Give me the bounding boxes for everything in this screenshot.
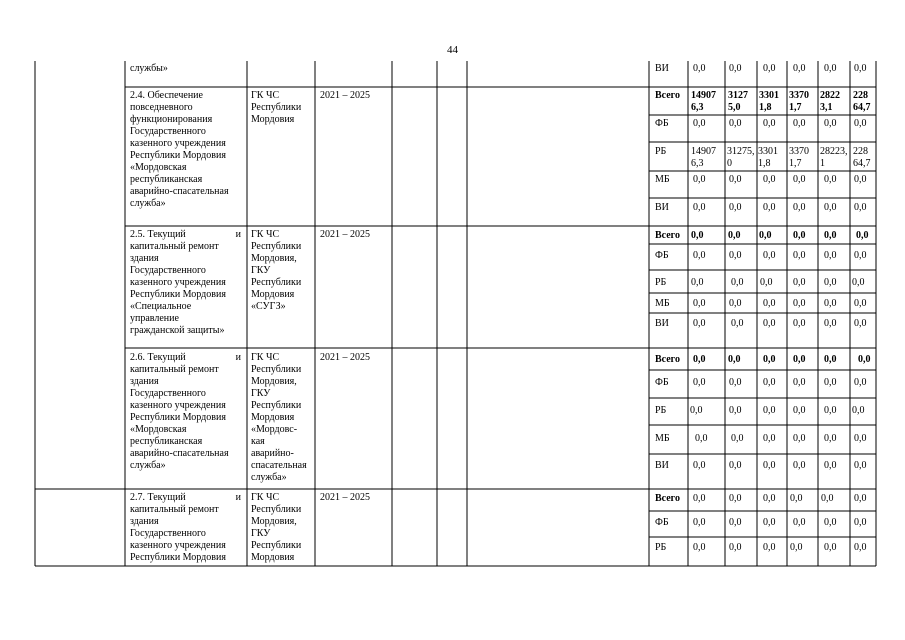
table-cell-text: 0,0 [763, 174, 776, 185]
desc-line: службы» [130, 63, 168, 74]
table-cell-text: 0,0 [858, 354, 871, 365]
table-cell-text: 0,0 [793, 250, 806, 261]
table-cell-text: 0,0 [793, 174, 806, 185]
table-cell-text: 0,0 [793, 377, 806, 388]
table-cell-text: 0,0 [693, 318, 706, 329]
table-cell-text: «Мордовская [130, 424, 187, 435]
row-2-source-total: Всего [655, 230, 680, 241]
row-2-description: 2.5. Текущий и капитальный ремонт здания Государственного казенного учреждения Республики Мордовия «Специальное управление гражданской защиты» [130, 229, 241, 336]
table-cell-text: 0,0 [824, 460, 837, 471]
table-cell-text: 0,0 [729, 493, 742, 504]
table-cell-text: 0,0 [693, 298, 706, 309]
table-cell-text: казенного учреждения [130, 138, 226, 149]
table-cell-text: казенного учреждения [130, 400, 226, 411]
table-cell-text: повседневного [130, 102, 193, 113]
table-cell-text: 0,0 [729, 460, 742, 471]
table-cell-text: 0,0 [854, 318, 867, 329]
table-cell-text: 0,0 [854, 460, 867, 471]
table-cell-text: 0,0 [824, 405, 837, 416]
table-cell-text: 0,0 [793, 318, 806, 329]
table-cell-text: 0,0 [695, 433, 708, 444]
table-cell-text: ГК ЧС [251, 90, 280, 101]
table-cell-text: 0,0 [854, 250, 867, 261]
table-cell-text: 0,0 [728, 230, 741, 241]
row-0-source-0: ВИ [655, 63, 669, 74]
table-cell-text: 0,0 [728, 354, 741, 365]
table-cell-text: 3127 5,0 [728, 90, 748, 113]
table-cell-text: Мордовия, [251, 376, 297, 387]
row-4-description: 2.7. Текущий и капитальный ремонт здания Государственного казенного учреждения Республики Мордовия [130, 492, 241, 563]
table-cell-text: 0,0 [729, 202, 742, 213]
table-cell-text: 0,0 [763, 433, 776, 444]
table-cell-text: 0,0 [854, 174, 867, 185]
table-cell-text: 0,0 [824, 318, 837, 329]
row-2-period: 2021 – 2025 [320, 229, 370, 240]
table-cell-text: Республики Мордовия [130, 552, 226, 563]
table-cell-text: служба» [130, 198, 166, 209]
table-cell-text: 0,0 [793, 517, 806, 528]
table-cell-text: Государственного [130, 126, 206, 137]
row-2-source-mb: МБ [655, 298, 670, 309]
table-cell-text: 0,0 [729, 174, 742, 185]
table-cell-text: 0,0 [824, 250, 837, 261]
table-cell-text: «СУГЗ» [251, 301, 286, 312]
table-cell-text: 228 64,7 [853, 146, 871, 169]
table-cell-text: 0,0 [793, 277, 806, 288]
table-cell-text: 0,0 [763, 460, 776, 471]
table-cell-text: 0,0 [854, 493, 867, 504]
row-3-source-mb: МБ [655, 433, 670, 444]
table-cell-text: служба» [130, 460, 166, 471]
table-cell-text: 2.4. Обеспечение [130, 90, 203, 101]
table-cell-text: аварийно-спасательная [130, 448, 229, 459]
table-cell-text: здания [130, 376, 159, 387]
table-cell-text: 0,0 [693, 493, 706, 504]
row-2-source-fb: ФБ [655, 250, 669, 261]
table-cell-text: 0,0 [691, 230, 704, 241]
table-cell-text: казенного учреждения [130, 540, 226, 551]
table-cell-text: 0,0 [763, 517, 776, 528]
table-cell-text: 0,0 [693, 377, 706, 388]
table-cell-text: Республики [251, 277, 302, 288]
table-cell-text: капитальный ремонт [130, 504, 219, 515]
table-cell-text: Мордовия, [251, 253, 297, 264]
table-cell-text: ГК ЧС [251, 229, 280, 240]
table-cell-text: 3301 1,8 [759, 90, 779, 113]
table-cell-text: 0,0 [693, 174, 706, 185]
table-cell-text: 0,0 [824, 298, 837, 309]
table-cell-text: ГКУ [251, 388, 271, 399]
row-2-executor [251, 229, 313, 313]
table-cell-text: Республики [251, 241, 302, 252]
row-2-source-vi: ВИ [655, 318, 669, 329]
table-cell-text: 0,0 [729, 63, 742, 74]
table-cell-text: «Мордовс- [251, 424, 298, 435]
row-3-source-fb: ФБ [655, 377, 669, 388]
row-1-source-rb: РБ [655, 146, 667, 157]
table-cell-text: 0,0 [763, 377, 776, 388]
table-cell-text: 0,0 [759, 230, 772, 241]
row-1-period: 2021 – 2025 [320, 90, 370, 101]
table-cell-text: 0,0 [693, 354, 706, 365]
table-cell-text: 0,0 [821, 493, 834, 504]
table-cell-text: 0,0 [852, 277, 865, 288]
table-cell-text: 0,0 [763, 118, 776, 129]
table-cell-text: 0,0 [693, 202, 706, 213]
table-cell-text: 0,0 [793, 460, 806, 471]
table-cell-text: Республики [251, 540, 302, 551]
row-3-period: 2021 – 2025 [320, 352, 370, 363]
table-cell-text: Республики [251, 102, 302, 113]
table-cell-text: 0,0 [790, 542, 803, 553]
table-cell-text: 0,0 [760, 277, 773, 288]
table-cell-text: 0,0 [691, 277, 704, 288]
table-cell-text: «Специальное [130, 301, 192, 312]
table-cell-text: 0,0 [763, 202, 776, 213]
table-cell-text: 0,0 [824, 118, 837, 129]
table-cell-text: 0,0 [693, 542, 706, 553]
table-cell-text: 0,0 [854, 202, 867, 213]
table-cell-text: 3370 1,7 [789, 146, 809, 169]
table-cell-text: 0,0 [793, 354, 806, 365]
table-cell-text: 0,0 [729, 517, 742, 528]
table-cell-text: Республики Мордовия [130, 412, 226, 423]
table-cell-text: аварийно- [251, 448, 294, 459]
table-cell-text: 0,0 [693, 63, 706, 74]
table-cell-text: 0,0 [824, 174, 837, 185]
table-cell-text: 0,0 [824, 354, 837, 365]
table-cell-text: 0,0 [854, 298, 867, 309]
table-cell-text: «Мордовская [130, 162, 187, 173]
table-cell-text: 0,0 [793, 433, 806, 444]
table-cell-text: 0,0 [763, 63, 776, 74]
table-cell-text: 0,0 [729, 250, 742, 261]
table-cell-text: 2822 3,1 [820, 90, 840, 113]
table-cell-text: 0,0 [793, 118, 806, 129]
table-cell-text: 0,0 [763, 493, 776, 504]
row-3-source-vi: ВИ [655, 460, 669, 471]
table-cell-text: 0,0 [854, 118, 867, 129]
table-cell-text: ГК ЧС [251, 492, 280, 503]
table-cell-text: Республики [251, 400, 302, 411]
table-cell-text: здания [130, 516, 159, 527]
table-cell-text: капитальный ремонт [130, 241, 219, 252]
table-cell-text: 0,0 [693, 517, 706, 528]
row-4-source-total: Всего [655, 493, 680, 504]
table-cell-text: 0,0 [729, 377, 742, 388]
row-3-source-total: Всего [655, 354, 680, 365]
table-cell-text: 0,0 [763, 405, 776, 416]
table-cell-text: 0,0 [729, 298, 742, 309]
table-cell-text: 0,0 [729, 542, 742, 553]
table-cell-text: 0,0 [852, 405, 865, 416]
table-cell-text: 0,0 [731, 277, 744, 288]
table-cell-text: 0,0 [824, 517, 837, 528]
table-cell-text: 0,0 [856, 230, 869, 241]
table-cell-text: ГКУ [251, 265, 271, 276]
row-4-source-rb: РБ [655, 542, 667, 553]
table-cell-text: 0,0 [731, 318, 744, 329]
table-cell-text: ГКУ [251, 528, 271, 539]
table-cell-text: 0,0 [854, 517, 867, 528]
table-cell-text: капитальный ремонт [130, 364, 219, 375]
table-cell-text: кая [251, 436, 265, 447]
table-cell-text: 0,0 [763, 542, 776, 553]
row-1-source-vi: ВИ [655, 202, 669, 213]
row-1-source-total: Всего [655, 90, 680, 101]
table-cell-text: Республики Мордовия [130, 150, 226, 161]
row-1-description [130, 90, 241, 210]
table-cell-text: 31275, 0 [727, 146, 755, 169]
table-cell-text: 0,0 [693, 460, 706, 471]
table-cell-text: Мордовия, [251, 516, 297, 527]
table-cell-text: Мордовия [251, 412, 295, 423]
table-cell-text: 0,0 [793, 405, 806, 416]
table-cell-text: 0,0 [824, 277, 837, 288]
table-cell-text: гражданской защиты» [130, 325, 225, 336]
table-cell-text: 0,0 [763, 250, 776, 261]
table-cell-text: 3301 1,8 [758, 146, 778, 169]
table-cell-text: республиканская [130, 174, 203, 185]
table-cell-text: Республики Мордовия [130, 289, 226, 300]
table-cell-text: 14907 6,3 [691, 146, 716, 169]
row-0-description [130, 63, 241, 75]
table-cell-text: Республики [251, 364, 302, 375]
table-cell-text: служба» [251, 472, 287, 483]
table-cell-text: ГК ЧС [251, 352, 280, 363]
table-cell-text: Государственного [130, 388, 206, 399]
row-1-source-fb: ФБ [655, 118, 669, 129]
table-cell-text: Республики [251, 504, 302, 515]
table-cell-text: управление [130, 313, 179, 324]
table-cell-text: 0,0 [793, 298, 806, 309]
table-cell-text: 0,0 [790, 493, 803, 504]
table-cell-text: 0,0 [729, 118, 742, 129]
table-cell-text: 0,0 [731, 433, 744, 444]
row-4-period: 2021 – 2025 [320, 492, 370, 503]
table-cell-text: 28223, 1 [820, 146, 848, 169]
table-cell-text: 0,0 [763, 318, 776, 329]
table-cell-text: Государственного [130, 265, 206, 276]
row-3-executor [251, 352, 313, 484]
table-cell-text: 0,0 [693, 250, 706, 261]
row-1-source-mb: МБ [655, 174, 670, 185]
table-cell-text: 0,0 [824, 542, 837, 553]
table-cell-text: аварийно-спасательная [130, 186, 229, 197]
table-cell-text: 0,0 [793, 202, 806, 213]
table-cell-text: 0,0 [854, 542, 867, 553]
table-cell-text: 0,0 [824, 230, 837, 241]
table-cell-text: 0,0 [729, 405, 742, 416]
table-cell-text: здания [130, 253, 159, 264]
table-cell-text: функционирования [130, 114, 213, 125]
row-4-executor [251, 492, 313, 564]
row-3-description: 2.6. Текущий и капитальный ремонт здания Государственного казенного учреждения Республики Мордовия «Мордовская республиканская аварийно-спасательная служба» [130, 352, 241, 471]
row-3-source-rb: РБ [655, 405, 667, 416]
table-cell-text: 0,0 [824, 63, 837, 74]
row-2-source-rb: РБ [655, 277, 667, 288]
table-cell-text: 3370 1,7 [789, 90, 809, 113]
table-cell-text: 0,0 [763, 354, 776, 365]
table-cell-text: 0,0 [854, 377, 867, 388]
table-cell-text: республиканская [130, 436, 203, 447]
table-cell-text: Государственного [130, 528, 206, 539]
table-cell-text: Мордовия [251, 289, 295, 300]
row-4-source-fb: ФБ [655, 517, 669, 528]
table-cell-text: 0,0 [854, 63, 867, 74]
table-cell-text: 14907 6,3 [691, 90, 716, 113]
table-cell-text: 0,0 [693, 118, 706, 129]
row-1-executor [251, 90, 313, 126]
table-cell-text: спасательная [251, 460, 307, 471]
table-cell-text: 0,0 [854, 433, 867, 444]
table-cell-text: 0,0 [793, 230, 806, 241]
table-cell-text: 0,0 [690, 405, 703, 416]
table-cell-text: 0,0 [824, 377, 837, 388]
page-number: 44 [447, 44, 458, 56]
table-cell-text: Мордовия [251, 114, 295, 125]
table-cell-text: 0,0 [824, 202, 837, 213]
table-cell-text: 0,0 [824, 433, 837, 444]
table-cell-text: Мордовия [251, 552, 295, 563]
table-cell-text: 228 64,7 [853, 90, 871, 113]
table-cell-text: 0,0 [763, 298, 776, 309]
table-cell-text: казенного учреждения [130, 277, 226, 288]
table-cell-text: 0,0 [793, 63, 806, 74]
